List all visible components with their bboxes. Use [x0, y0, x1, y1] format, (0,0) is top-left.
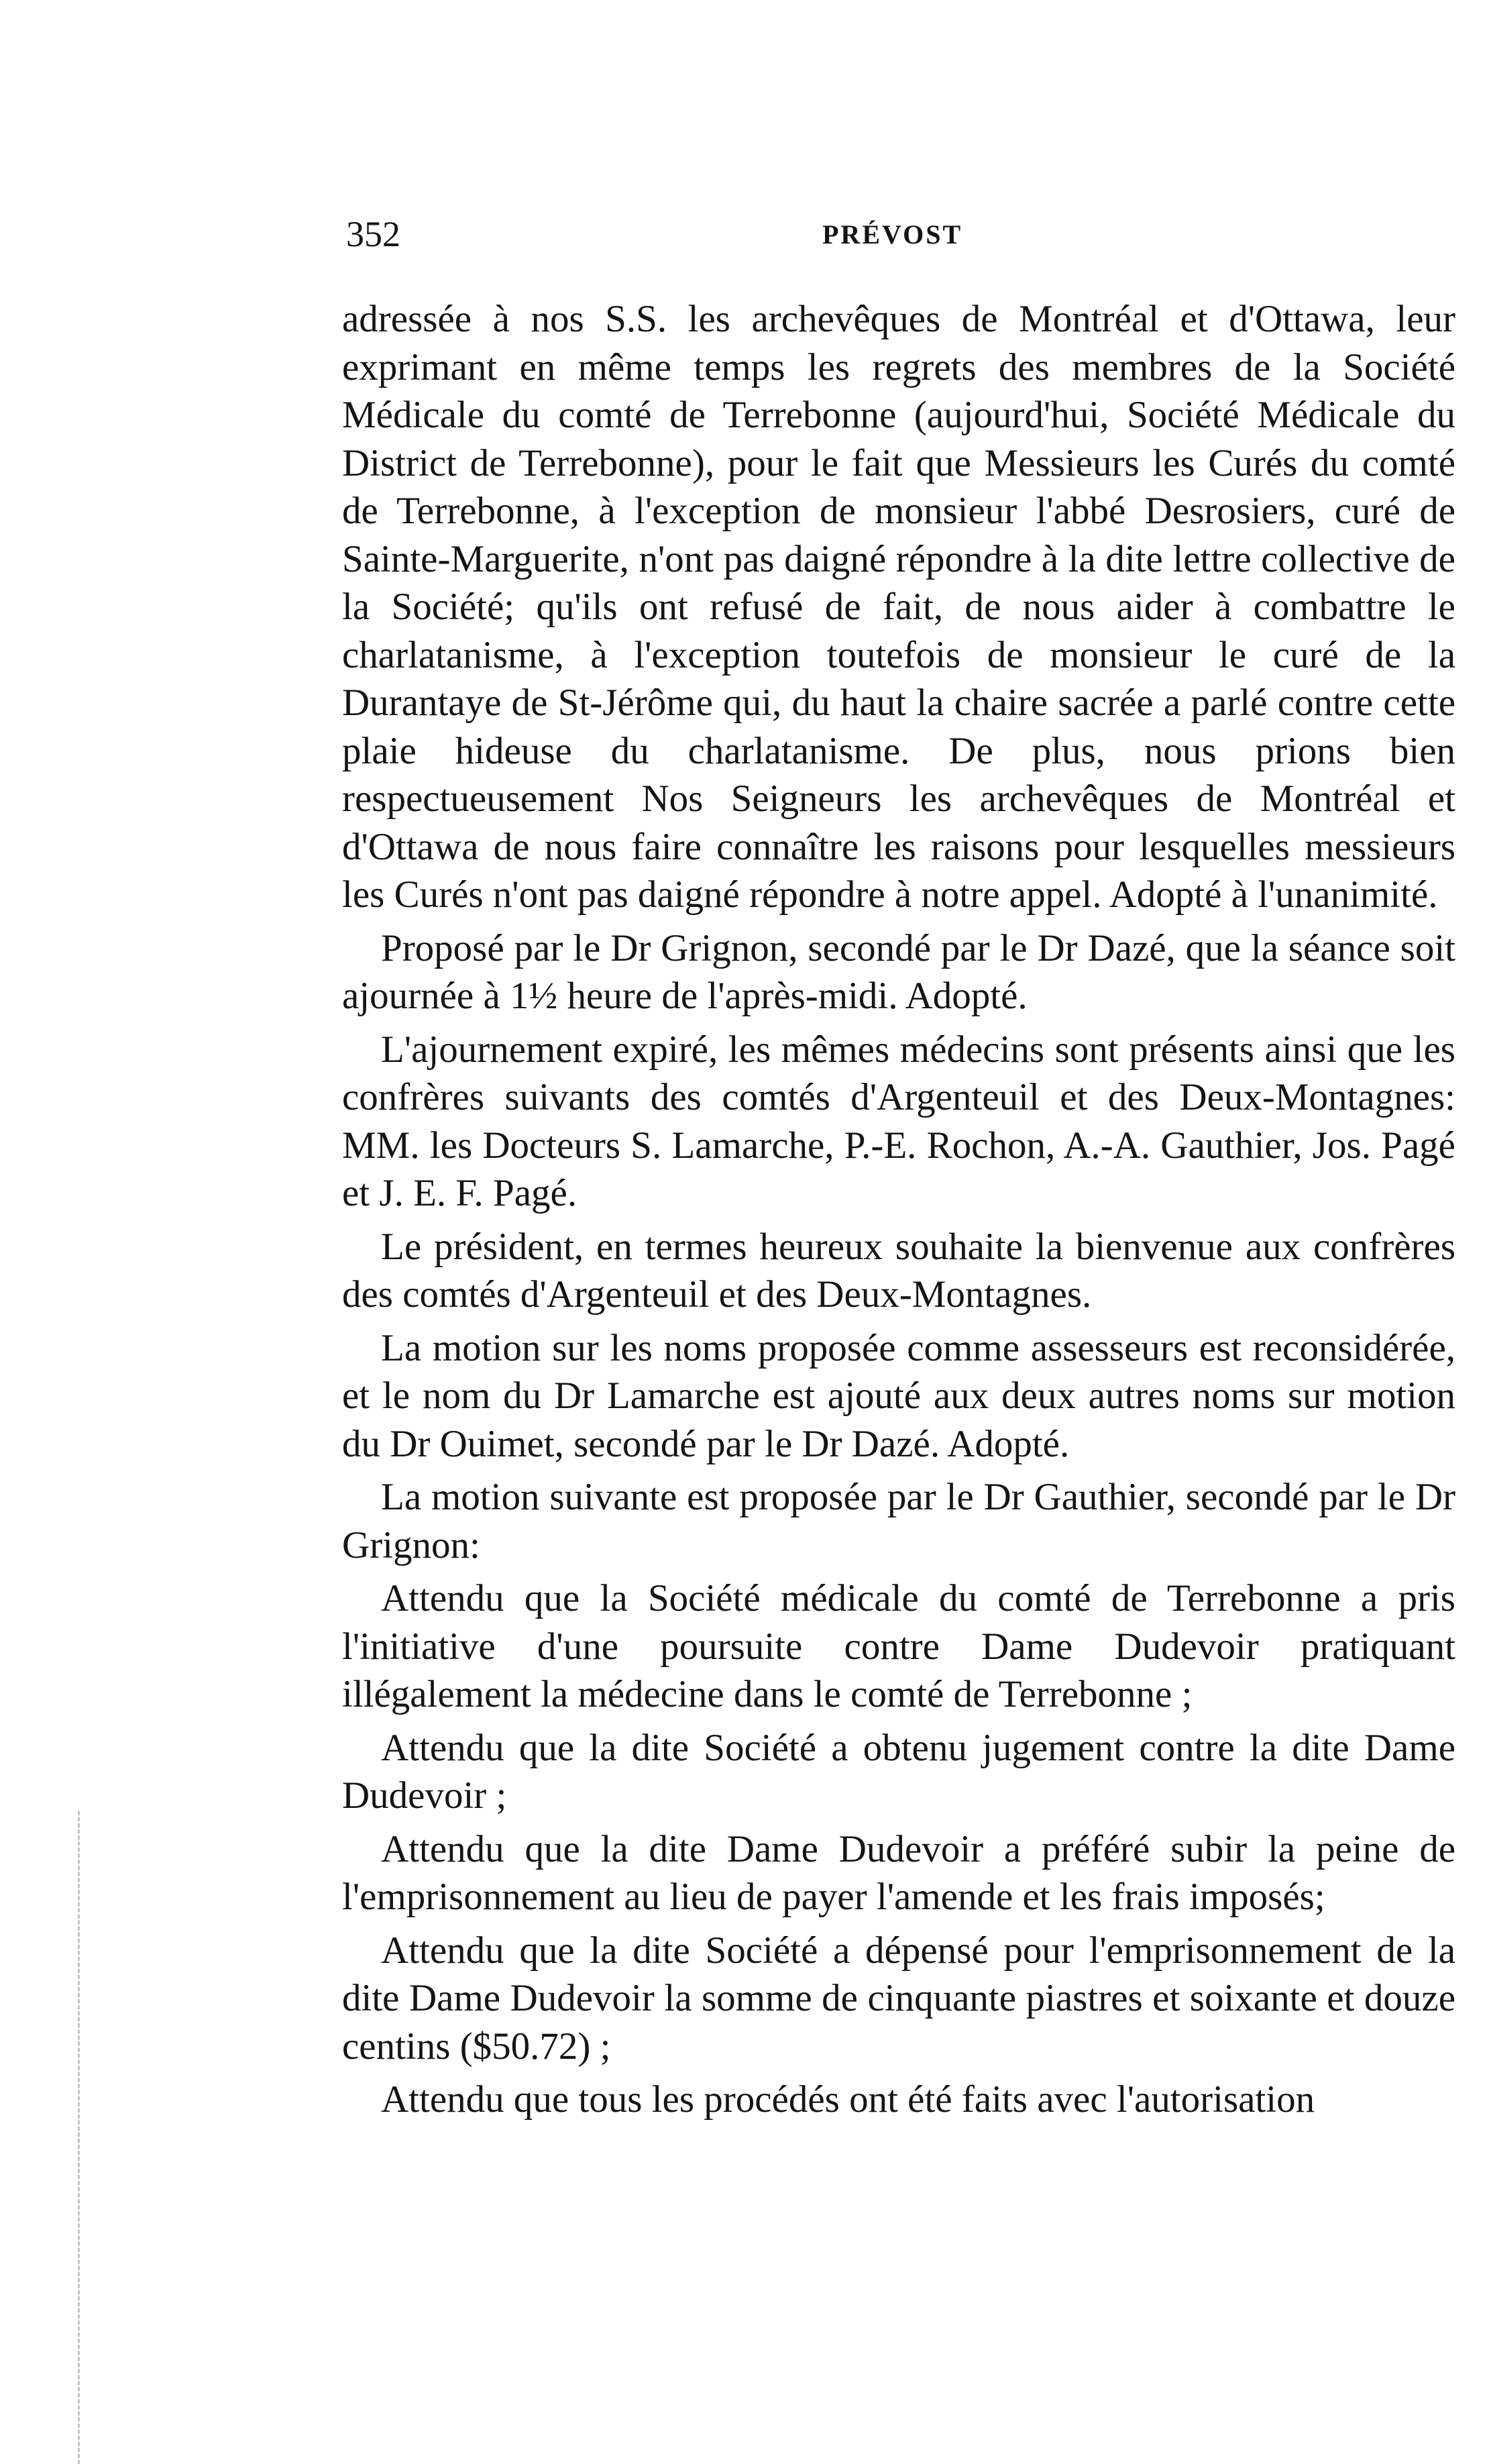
- paragraph-whereas-1: Attendu que la Société médicale du comté de Terrebonne a pris l'initiative d'une poursuite contre Dame Dudevoir pratiquant illégalement la médecine dans le comté de Terrebonne ;: [342, 1577, 1455, 1715]
- paragraph-whereas-5: Attendu que tous les procédés ont été faits avec l'autorisation: [381, 2078, 1315, 2121]
- page-number: 352: [346, 214, 400, 254]
- scan-edge-shadow: [58, 1811, 80, 2464]
- paragraph-whereas-4: Attendu que la dite Société a dépensé pour l'emprisonnement de la dite Dame Dudevoir la somme de cinquante piastres et soixante et douze centins ($50.72) ;: [342, 1929, 1455, 2068]
- body-text: [342, 295, 1455, 2129]
- paragraph-welcome: Le président, en termes heureux souhaite la bienvenue aux confrères des comtés d'Argenteuil et des Deux-Montagnes.: [342, 1225, 1455, 1316]
- paragraph-attendees: L'ajournement expiré, les mêmes médecins sont présents ainsi que les confrères suivants des comtés d'Argenteuil et des Deux-Montagnes: MM. les Docteurs S. Lamarche, P.-E. Rochon, A.-A. Gauthier, Jos. Pagé et J. E. F. Pagé.: [342, 1028, 1455, 1214]
- paragraph-continuation: adressée à nos S.S. les archevêques de Montréal et d'Ottawa, leur exprimant en même temps les regrets des membres de la Société Médicale du comté de Terrebonne (aujourd'hui, Société Médicale du District de Terrebonne), pour le fait que Messieurs les Curés du comté de Terrebonne, à l'exception de monsieur l'abbé Desrosiers, curé de Sainte-Marguerite, n'ont pas daigné répondre à la dite lettre collective de la Société; qu'ils ont refusé de fait, de nous aider à combattre le charlatanisme, à l'exception toutefois de monsieur le curé de la Durantaye de St-Jérôme qui, du haut la chaire sacrée a parlé contre cette plaie hideuse du charlatanisme. De plus, nous prions bien respectueusement Nos Seigneurs les archevêques de Montréal et d'Ottawa de nous faire connaître les raisons pour lesquelles messieurs les Curés n'ont pas daigné répondre à notre appel. Adopté à l'unanimité.: [342, 298, 1455, 916]
- paragraph-whereas-2: Attendu que la dite Société a obtenu jugement contre la dite Dame Dudevoir ;: [342, 1726, 1455, 1817]
- paragraph-whereas-3: Attendu que la dite Dame Dudevoir a préféré subir la peine de l'emprisonnement au lieu de payer l'amende et les frais imposés;: [342, 1827, 1455, 1918]
- paragraph-assessors: La motion sur les noms proposée comme assesseurs est reconsidérée, et le nom du Dr Lamarche est ajouté aux deux autres noms sur motion du Dr Ouimet, secondé par le Dr Dazé. Adopté.: [342, 1326, 1455, 1465]
- running-head: [335, 213, 1442, 267]
- paragraph-motion-intro: La motion suivante est proposée par le Dr Gauthier, secondé par le Dr Grignon:: [342, 1476, 1455, 1566]
- running-title: PRÉVOST: [822, 219, 963, 250]
- paragraph-adjournment: Proposé par le Dr Grignon, secondé par le Dr Dazé, que la séance soit ajournée à 1½ heure de l'après-midi. Adopté.: [342, 926, 1455, 1017]
